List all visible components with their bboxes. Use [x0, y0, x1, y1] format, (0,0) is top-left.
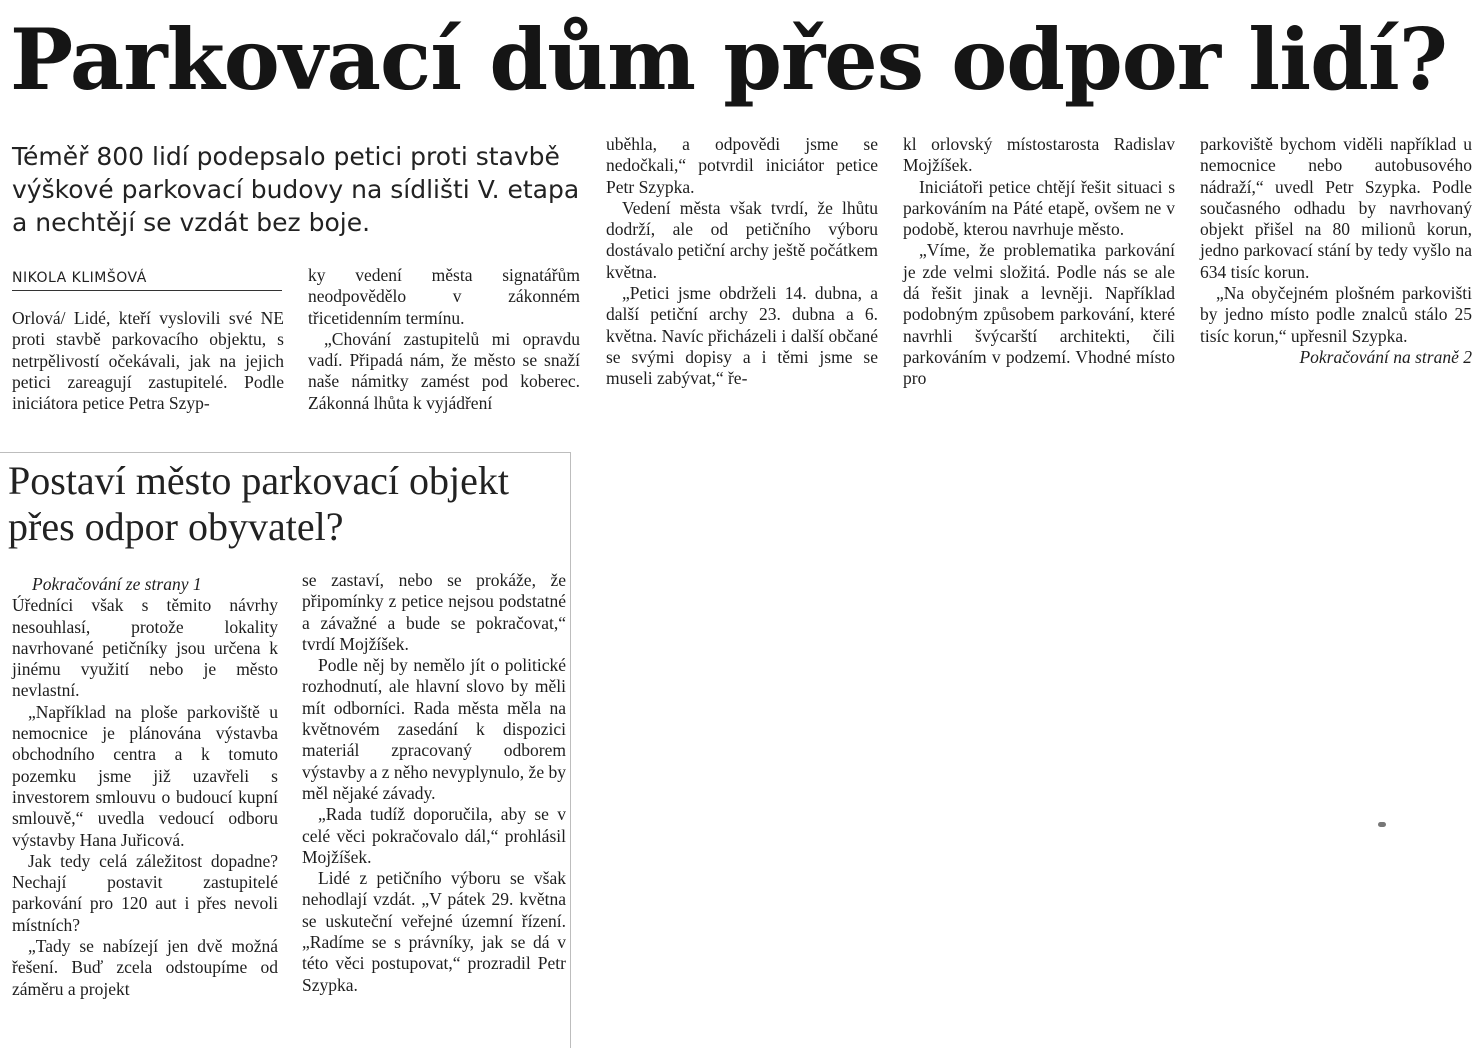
paragraph: Jak tedy celá záležitost dopadne? Nechají postavit zastupitelé parkování pro 120 aut i přes nevoli místních?: [12, 850, 278, 935]
paragraph: uběhla, a odpovědi jsme se nedočkali,“ potvrdil iniciátor petice Petr Szypka.: [606, 134, 878, 197]
main-column-4: [903, 134, 1175, 390]
paragraph: se zastaví, nebo se prokáže, že připomínky z petice nejsou podstatné a závažné a bude se pokračovat,“ tvrdí Mojžíšek.: [302, 570, 566, 654]
paragraph: Iniciátoři petice chtějí řešit situaci s parkováním na Páté etapě, ovšem ne v podobě, kterou navrhuje město.: [903, 176, 1175, 240]
continuation-column-1: [12, 574, 278, 1000]
continued-note: Pokračování na straně 2: [1299, 346, 1472, 367]
paragraph: „Rada tudíž doporučila, aby se v celé věci pokračovalo dál,“ prohlásil Mojžíšek.: [302, 804, 566, 867]
paragraph: Podle něj by nemělo jít o politické rozhodnutí, ale hlavní slovo by měli mít odborníci. Rada města měla na květnovém zasedání k dispozici materiál zpracovaný odborem výstavby a z něho nevyplynulo, že by měl nějaké závady.: [302, 655, 566, 803]
paragraph: „Petici jsme obdrželi 14. dubna, a další petiční archy 23. dubna a 6. května. Navíc přicházeli i další občané se svými dopisy a i těmi jsme se museli zabývat,“ ře-: [606, 283, 878, 389]
article-lead: Téměř 800 lidí podepsalo petici proti stavbě výškové parkovací budovy na sídlišti V. etapa a nechtějí se vzdát bez boje.: [12, 142, 580, 237]
article-headline: Parkovací dům přes odpor lidí?: [10, 10, 1447, 109]
paragraph: Orlová/ Lidé, kteří vyslovili své NE proti stavbě parkovacího objektu, s netrpělivostí očekávali, jak na jejich petici zareagují zastupitelé. Podle iniciátora petice Petra Szyp-: [12, 308, 284, 414]
article-byline: NIKOLA KLIMŠOVÁ: [12, 270, 282, 291]
scan-speck: [1378, 822, 1386, 827]
main-column-5: [1200, 134, 1472, 368]
paragraph: Úředníci však s těmito návrhy nesouhlasí, protože lokality navrhované petičníky jsou určena k jinému využití nebo je město nevlastní.: [12, 595, 278, 701]
main-column-2: [308, 265, 580, 414]
paragraph: „Na obyčejném plošném parkovišti by jedno místo podle znalců stálo 25 tisíc korun,“ upřesnil Szypka.: [1200, 283, 1472, 346]
continuation-headline: Postaví město parkovací objekt přes odpor obyvatel?: [8, 458, 510, 549]
paragraph: „Například na ploše parkoviště u nemocnice je plánována výstavba obchodního centra a k tomuto pozemku jsme již uzavřeli s investorem smlouvu o budoucí kupní smlouvě,“ uvedla vedoucí odboru výstavby Hana Juřicová.: [12, 701, 278, 850]
continuation-kicker: Pokračování ze strany 1: [32, 574, 202, 594]
paragraph: Lidé z petičního výboru se však nehodlají vzdát. „V pátek 29. května se uskuteční veřejné územní řízení. „Radíme se s právníky, jak se dá v této věci postupovat,“ prozradil Petr Szypka.: [302, 868, 566, 995]
paragraph: „Chování zastupitelů mi opravdu vadí. Připadá nám, že město se snaží naše námitky zamést pod koberec. Zákonná lhůta k vyjádření: [308, 328, 580, 413]
main-column-3: [606, 134, 878, 390]
column-divider: [570, 452, 571, 1048]
paragraph: kl orlovský místostarosta Radislav Mojžíšek.: [903, 134, 1175, 176]
continuation-column-2: [302, 570, 566, 996]
paragraph: „Víme, že problematika parkování je zde velmi složitá. Podle nás se ale dá řešit jinak a levněji. Například podobným způsobem parkování, které navrhli švýcarští architekti, čili parkováním v podzemí. Vhodné místo pro: [903, 240, 1175, 389]
paragraph: Vedení města však tvrdí, že lhůtu dodrží, ale od petičního výboru dostávalo petiční archy ještě počátkem května.: [606, 197, 878, 282]
paragraph: ky vedení města signatářům neodpovědělo v zákonném třicetidenním termínu.: [308, 265, 580, 328]
main-column-1: [12, 308, 284, 414]
paragraph: „Tady se nabízejí jen dvě možná řešení. Buď zcela odstoupíme od záměru a projekt: [12, 936, 278, 999]
paragraph: parkoviště bychom viděli například u nemocnice nebo autobusového nádraží,“ uvedl Petr Szypka. Podle současného odhadu by navrhovaný objekt přišel na 80 milionů korun, jedno parkovací stání by tedy vyšlo na 634 tisíc korun.: [1200, 134, 1472, 282]
column-divider: [0, 452, 570, 453]
